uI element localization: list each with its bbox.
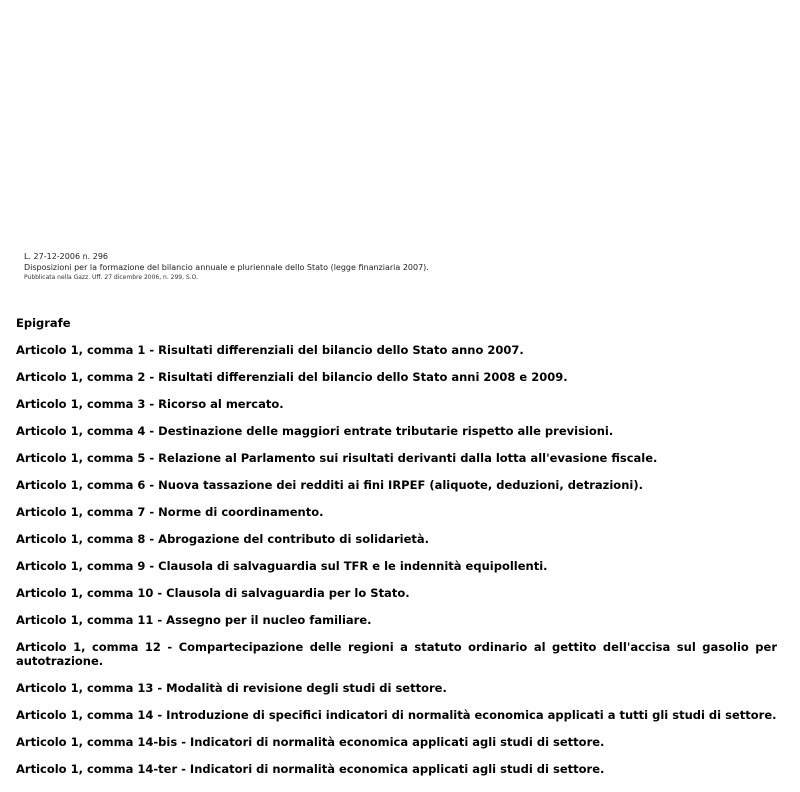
law-reference: L. 27-12-2006 n. 296 xyxy=(24,252,109,261)
toc-link[interactable]: Articolo 1, comma 9 - Clausola di salvaguardia sul TFR e le indennità equipollenti. xyxy=(16,559,548,573)
toc-item-comma-6[interactable] xyxy=(16,478,777,492)
toc-item-comma-12[interactable] xyxy=(16,640,777,668)
toc-link[interactable]: Articolo 1, comma 10 - Clausola di salvaguardia per lo Stato. xyxy=(16,586,410,600)
toc-link[interactable]: Articolo 1, comma 14-ter - Indicatori di normalità economica applicati agli studi di settore. xyxy=(16,762,605,776)
document-header xyxy=(24,251,784,282)
table-of-contents xyxy=(16,316,777,789)
toc-link[interactable]: Articolo 1, comma 2 - Risultati differenziali del bilancio dello Stato anni 2008 e 2009. xyxy=(16,370,568,384)
law-title: Disposizioni per la formazione del bilancio annuale e pluriennale dello Stato (legge finanziaria 2007). xyxy=(24,263,429,272)
toc-link[interactable]: Articolo 1, comma 3 - Ricorso al mercato. xyxy=(16,397,284,411)
toc-link[interactable]: Articolo 1, comma 5 - Relazione al Parlamento sui risultati derivanti dalla lotta all'evasione fiscale. xyxy=(16,451,658,465)
toc-item-comma-9[interactable] xyxy=(16,559,777,573)
toc-item-comma-4[interactable] xyxy=(16,424,777,438)
toc-link[interactable]: Articolo 1, comma 11 - Assegno per il nucleo familiare. xyxy=(16,613,372,627)
toc-item-comma-7[interactable] xyxy=(16,505,777,519)
toc-link[interactable]: Articolo 1, comma 7 - Norme di coordinamento. xyxy=(16,505,324,519)
toc-link[interactable]: Articolo 1, comma 14 - Introduzione di specifici indicatori di normalità economica applicati a tutti gli studi di settore. xyxy=(16,708,777,722)
toc-item-comma-14-ter[interactable] xyxy=(16,762,777,776)
toc-item-comma-10[interactable] xyxy=(16,586,777,600)
toc-item-comma-2[interactable] xyxy=(16,370,777,384)
toc-link[interactable]: Articolo 1, comma 1 - Risultati differenziali del bilancio dello Stato anno 2007. xyxy=(16,343,524,357)
publication-note: Pubblicata nella Gazz. Uff. 27 dicembre 2006, n. 299, S.O. xyxy=(24,274,199,281)
toc-link[interactable]: Articolo 1, comma 14-bis - Indicatori di normalità economica applicati agli studi di settore. xyxy=(16,735,605,749)
toc-item-epigrafe[interactable] xyxy=(16,316,777,330)
toc-link[interactable]: Articolo 1, comma 12 - Compartecipazione delle regioni a statuto ordinario al gettito dell'accisa sul gasolio per autotrazione. xyxy=(16,640,777,668)
toc-link[interactable]: Articolo 1, comma 6 - Nuova tassazione dei redditi ai fini IRPEF (aliquote, deduzioni, detrazioni). xyxy=(16,478,643,492)
toc-item-comma-3[interactable] xyxy=(16,397,777,411)
toc-item-comma-5[interactable] xyxy=(16,451,777,465)
toc-link[interactable]: Articolo 1, comma 4 - Destinazione delle maggiori entrate tributarie rispetto alle previsioni. xyxy=(16,424,614,438)
toc-item-comma-1[interactable] xyxy=(16,343,777,357)
toc-link[interactable]: Articolo 1, comma 8 - Abrogazione del contributo di solidarietà. xyxy=(16,532,430,546)
toc-item-comma-14-bis[interactable] xyxy=(16,735,777,749)
toc-item-comma-11[interactable] xyxy=(16,613,777,627)
toc-link[interactable]: Epigrafe xyxy=(16,316,71,330)
toc-item-comma-8[interactable] xyxy=(16,532,777,546)
toc-link[interactable]: Articolo 1, comma 13 - Modalità di revisione degli studi di settore. xyxy=(16,681,447,695)
toc-item-comma-14[interactable] xyxy=(16,708,777,722)
toc-item-comma-13[interactable] xyxy=(16,681,777,695)
